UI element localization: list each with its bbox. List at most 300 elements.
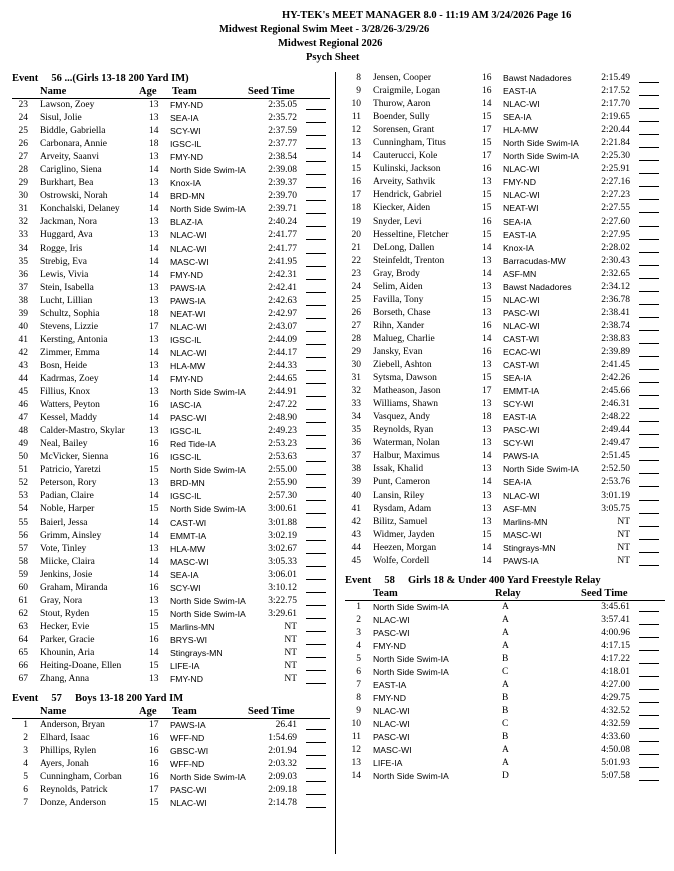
team-name: FMY-ND	[170, 674, 203, 685]
table-row	[345, 705, 665, 718]
finals-time-blank	[639, 513, 659, 514]
team-name: BRD-MN	[170, 478, 205, 489]
swimmer-name: Elhard, Isaac	[40, 733, 90, 744]
finals-time-blank	[639, 715, 659, 716]
swimmer-name: Schultz, Sophia	[40, 308, 100, 319]
finals-time-blank	[639, 173, 659, 174]
swimmer-name: Phillips, Rylen	[40, 746, 97, 757]
seed-time: 2:21.84	[601, 138, 630, 149]
finals-time-blank	[306, 200, 326, 201]
meet-name: Midwest Regional Swim Meet - 3/28/26-3/29/26	[219, 24, 430, 35]
finals-time-blank	[639, 663, 659, 664]
seed-time: 4:32.52	[601, 706, 630, 717]
seed-rank: 31	[18, 204, 28, 215]
swimmer-name: Hecker, Evie	[40, 621, 90, 632]
seed-time: 2:45.66	[601, 386, 630, 397]
table-row	[12, 308, 330, 321]
table-row	[345, 229, 665, 242]
seed-time: NT	[617, 529, 630, 540]
relay-team: North Side Swim-IA	[373, 771, 449, 782]
seed-rank: 5	[23, 772, 28, 783]
team-name: EAST-IA	[503, 229, 537, 240]
finals-time-blank	[639, 134, 659, 135]
finals-time-blank	[639, 147, 659, 148]
swimmer-age: 14	[149, 191, 159, 202]
team-name: Stingrays-MN	[503, 542, 556, 553]
event-58-table	[345, 601, 665, 784]
relay-letter: C	[502, 719, 509, 730]
swimmer-age: 13	[149, 152, 159, 163]
team-name: Bawst Nadadores	[503, 73, 572, 83]
table-row	[345, 216, 665, 229]
swimmer-name: Kessel, Maddy	[40, 413, 97, 424]
swimmer-name: Baierl, Jessa	[40, 517, 88, 528]
seed-time: 2:27.95	[601, 229, 630, 240]
relay-team: LIFE-IA	[373, 758, 403, 769]
swimmer-name: Rihn, Xander	[373, 320, 425, 331]
seed-rank: 53	[18, 491, 28, 502]
swimmer-age: 16	[149, 759, 159, 770]
relay-letter: A	[502, 680, 509, 691]
seed-time: 3:05.75	[601, 503, 630, 514]
relay-team: NLAC-WI	[373, 614, 410, 625]
seed-rank: 27	[351, 320, 361, 331]
finals-time-blank	[639, 343, 659, 344]
seed-rank: 67	[18, 674, 28, 685]
team-name: SEA-IA	[170, 113, 199, 124]
team-name: WFF-ND	[170, 759, 205, 770]
finals-time-blank	[639, 676, 659, 677]
finals-time-blank	[306, 500, 326, 501]
finals-time-blank	[639, 265, 659, 266]
table-row	[345, 242, 665, 255]
team-name: IGSC-IL	[170, 334, 202, 345]
swimmer-age: 18	[482, 412, 492, 423]
team-name: MASC-WI	[503, 529, 542, 540]
seed-time: 4:17.22	[601, 653, 630, 664]
team-name: NLAC-WI	[503, 490, 540, 501]
seed-time: 2:43.07	[268, 321, 297, 332]
table-row	[345, 346, 665, 359]
seed-rank: 34	[351, 412, 361, 423]
table-row	[12, 190, 330, 203]
finals-time-blank	[306, 422, 326, 423]
finals-time-blank	[306, 670, 326, 671]
column-divider	[335, 72, 336, 854]
seed-rank: 17	[351, 190, 361, 201]
swimmer-name: Arveity, Saanvi	[40, 152, 100, 163]
finals-time-blank	[639, 395, 659, 396]
team-name: Barracudas-MW	[503, 255, 566, 266]
team-name: CAST-WI	[170, 517, 207, 528]
team-name: North Side Swim-IA	[170, 387, 246, 398]
seed-time: 2:42.26	[601, 373, 630, 384]
swimmer-age: 15	[149, 504, 159, 515]
swimmer-name: Zimmer, Emma	[40, 347, 100, 358]
table-row	[345, 320, 665, 333]
team-name: NLAC-WI	[170, 347, 207, 358]
swimmer-name: Lansin, Riley	[373, 490, 425, 501]
seed-rank: 59	[18, 569, 28, 580]
swimmer-name: Fillius, Knox	[40, 387, 91, 398]
col-seed-header: Seed Time	[248, 86, 295, 97]
seed-time: 2:35.05	[268, 100, 297, 110]
seed-rank: 61	[18, 595, 28, 606]
seed-rank: 10	[351, 719, 361, 730]
table-row	[345, 490, 665, 503]
table-row	[345, 770, 665, 783]
seed-rank: 39	[18, 308, 28, 319]
seed-time: 2:27.16	[601, 177, 630, 188]
team-name: IASC-IA	[170, 400, 202, 411]
swimmer-name: Punt, Cameron	[373, 477, 430, 488]
seed-rank: 47	[18, 413, 28, 424]
seed-rank: 10	[351, 99, 361, 110]
swimmer-name: Thurow, Aaron	[373, 99, 431, 110]
table-row	[345, 98, 665, 111]
table-row	[345, 124, 665, 137]
team-name: NLAC-WI	[503, 320, 540, 331]
swimmer-age: 14	[149, 647, 159, 658]
table-row	[12, 438, 330, 451]
seed-rank: 12	[351, 125, 361, 136]
swimmer-name: Stevens, Lizzie	[40, 321, 99, 332]
seed-time: NT	[284, 634, 297, 645]
swimmer-age: 17	[149, 321, 159, 332]
table-row	[345, 555, 665, 568]
swimmer-age: 17	[482, 151, 492, 162]
seed-time: 2:09.03	[268, 772, 297, 783]
seed-rank: 32	[18, 217, 28, 228]
seed-rank: 3	[356, 627, 361, 638]
seed-rank: 44	[351, 542, 361, 553]
table-row	[12, 138, 330, 151]
seed-rank: 54	[18, 504, 28, 515]
seed-rank: 29	[351, 346, 361, 357]
table-row	[12, 490, 330, 503]
team-name: PASC-WI	[503, 307, 540, 318]
swimmer-age: 15	[482, 294, 492, 305]
finals-time-blank	[306, 122, 326, 123]
table-row	[12, 503, 330, 516]
seed-time: 5:07.58	[601, 771, 630, 782]
finals-time-blank	[306, 461, 326, 462]
seed-rank: 20	[351, 229, 361, 240]
seed-rank: 4	[356, 640, 361, 651]
table-row	[12, 464, 330, 477]
swimmer-name: Hesseltine, Fletcher	[373, 229, 449, 240]
swimmer-age: 13	[482, 425, 492, 436]
swimmer-age: 13	[149, 217, 159, 228]
seed-rank: 18	[351, 203, 361, 214]
seed-time: 2:57.30	[268, 491, 297, 502]
relay-letter: D	[502, 771, 509, 782]
swimmer-age: 18	[149, 308, 159, 319]
seed-time: 2:41.95	[268, 256, 297, 267]
team-name: North Side Swim-IA	[170, 204, 246, 215]
swimmer-name: Watters, Peyton	[40, 400, 100, 411]
swimmer-name: Rysdam, Adam	[373, 503, 432, 514]
seed-rank: 8	[356, 73, 361, 83]
team-name: Knox-IA	[503, 242, 534, 253]
table-row	[12, 177, 330, 190]
seed-time: 1:54.69	[268, 733, 297, 744]
team-name: EAST-IA	[503, 86, 537, 97]
seed-time: 2:48.22	[601, 412, 630, 423]
swimmer-name: McVicker, Sienna	[40, 452, 109, 463]
table-row	[345, 111, 665, 124]
seed-rank: 43	[351, 529, 361, 540]
col-name-header: Name	[40, 706, 67, 718]
team-name: WFF-ND	[170, 733, 205, 744]
swimmer-name: Noble, Harper	[40, 504, 95, 515]
table-row	[12, 660, 330, 673]
swimmer-name: Boender, Sully	[373, 112, 430, 123]
swimmer-age: 16	[482, 86, 492, 97]
team-name: North Side Swim-IA	[170, 504, 246, 515]
seed-rank: 1	[23, 720, 28, 731]
swimmer-age: 13	[149, 360, 159, 371]
table-row	[345, 189, 665, 202]
swimmer-name: Carbonara, Annie	[40, 139, 108, 150]
finals-time-blank	[639, 121, 659, 122]
team-name: PAWS-IA	[503, 451, 539, 462]
swimmer-age: 14	[482, 268, 492, 279]
finals-time-blank	[306, 344, 326, 345]
swimmer-name: Miicke, Claira	[40, 556, 95, 567]
seed-rank: 40	[351, 490, 361, 501]
seed-rank: 44	[18, 373, 28, 384]
seed-rank: 37	[18, 282, 28, 293]
swimmer-age: 14	[482, 242, 492, 253]
finals-time-blank	[639, 408, 659, 409]
swimmer-name: Rogge, Iris	[40, 243, 83, 254]
table-row	[345, 268, 665, 281]
seed-time: 4:18.01	[601, 667, 630, 678]
finals-time-blank	[306, 239, 326, 240]
swimmer-name: Wolfe, Cordell	[373, 555, 430, 566]
table-row	[12, 399, 330, 412]
finals-time-blank	[306, 729, 326, 730]
team-name: North Side Swim-IA	[170, 608, 246, 619]
finals-time-blank	[639, 460, 659, 461]
team-name: SCY-WI	[503, 438, 534, 449]
seed-time: 2:42.97	[268, 308, 297, 319]
team-name: Red Tide-IA	[170, 439, 216, 450]
finals-time-blank	[306, 592, 326, 593]
team-name: North Side Swim-IA	[170, 595, 246, 606]
swimmer-name: Graham, Miranda	[40, 582, 108, 593]
swimmer-age: 14	[149, 256, 159, 267]
table-row	[12, 425, 330, 438]
table-row	[345, 398, 665, 411]
team-name: CAST-WI	[503, 360, 540, 371]
table-row	[345, 450, 665, 463]
swimmer-age: 16	[482, 164, 492, 175]
swimmer-age: 16	[149, 452, 159, 463]
seed-rank: 45	[351, 555, 361, 566]
finals-time-blank	[306, 781, 326, 782]
finals-time-blank	[306, 266, 326, 267]
seed-rank: 31	[351, 373, 361, 384]
seed-rank: 2	[23, 733, 28, 744]
finals-time-blank	[306, 566, 326, 567]
swimmer-name: Vasquez, Andy	[373, 412, 430, 423]
seed-rank: 23	[351, 268, 361, 279]
swimmer-name: Jensen, Cooper	[373, 73, 432, 83]
seed-time: 2:48.90	[268, 413, 297, 424]
seed-rank: 13	[351, 758, 361, 769]
swimmer-age: 14	[149, 347, 159, 358]
seed-time: 2:09.18	[268, 785, 297, 796]
col-team-header: Team	[172, 706, 197, 718]
swimmer-age: 17	[149, 785, 159, 796]
finals-time-blank	[639, 212, 659, 213]
seed-rank: 12	[351, 745, 361, 756]
table-row	[12, 373, 330, 386]
team-name: IGSC-IL	[170, 452, 202, 463]
seed-time: 2:25.30	[601, 151, 630, 162]
team-name: IGSC-IL	[170, 426, 202, 437]
team-name: HLA-MW	[503, 125, 539, 136]
seed-rank: 4	[23, 759, 28, 770]
seed-time: 3:01.88	[268, 517, 297, 528]
swimmer-name: Kersting, Antonia	[40, 334, 108, 345]
swimmer-name: Kulinski, Jackson	[373, 164, 441, 175]
seed-rank: 52	[18, 478, 28, 489]
finals-time-blank	[306, 253, 326, 254]
table-row	[12, 556, 330, 569]
swimmer-age: 13	[149, 387, 159, 398]
finals-time-blank	[639, 199, 659, 200]
finals-time-blank	[306, 742, 326, 743]
seed-time: 2:32.65	[601, 268, 630, 279]
finals-time-blank	[306, 292, 326, 293]
seed-time: 2:01.94	[268, 746, 297, 757]
table-row	[345, 529, 665, 542]
finals-time-blank	[306, 279, 326, 280]
table-row	[345, 666, 665, 679]
finals-time-blank	[639, 526, 659, 527]
seed-time: 2:38.83	[601, 333, 630, 344]
seed-time: 3:06.01	[268, 569, 297, 580]
team-name: FMY-ND	[170, 269, 203, 280]
table-row	[345, 463, 665, 476]
table-row	[345, 294, 665, 307]
col-seed-header: Seed Time	[581, 587, 628, 599]
seed-rank: 41	[18, 334, 28, 345]
seed-rank: 58	[18, 556, 28, 567]
relay-team: North Side Swim-IA	[373, 667, 449, 678]
swimmer-name: Reynolds, Ryan	[373, 425, 434, 436]
col-age-header: Age	[139, 86, 157, 97]
swimmer-name: Cunningham, Titus	[373, 138, 446, 149]
seed-time: 2:55.00	[268, 465, 297, 476]
meet-subtitle: Midwest Regional 2026	[278, 38, 383, 49]
swimmer-age: 16	[149, 400, 159, 411]
col-age-header: Age	[139, 706, 157, 718]
finals-time-blank	[639, 624, 659, 625]
relay-team: PASC-WI	[373, 732, 410, 743]
seed-rank: 7	[23, 798, 28, 809]
team-name: IGSC-IL	[170, 139, 202, 150]
seed-time: 2:47.22	[268, 400, 297, 411]
relay-letter: B	[502, 693, 509, 704]
swimmer-name: Zhang, Anna	[40, 674, 90, 685]
seed-time: NT	[284, 621, 297, 632]
table-row	[12, 321, 330, 334]
finals-time-blank	[639, 486, 659, 487]
swimmer-age: 14	[149, 373, 159, 384]
seed-time: 2:28.02	[601, 242, 630, 253]
finals-time-blank	[639, 552, 659, 553]
relay-letter: A	[502, 601, 509, 612]
table-row	[12, 216, 330, 229]
relay-team: PASC-WI	[373, 627, 410, 638]
seed-time: 3:00.61	[268, 504, 297, 515]
finals-time-blank	[639, 95, 659, 96]
swimmer-age: 16	[149, 439, 159, 450]
seed-time: 26.41	[275, 720, 297, 731]
seed-rank: 21	[351, 242, 361, 253]
swimmer-name: Heiting-Doane, Ellen	[40, 661, 122, 672]
seed-rank: 2	[356, 614, 361, 625]
team-name: IGSC-IL	[170, 491, 202, 502]
team-name: North Side Swim-IA	[170, 772, 246, 783]
team-name: FMY-ND	[170, 152, 203, 163]
swimmer-name: Kiecker, Aiden	[373, 203, 431, 214]
table-row	[12, 797, 330, 810]
swimmer-name: Ostrowski, Norah	[40, 191, 108, 202]
swimmer-age: 14	[149, 569, 159, 580]
seed-rank: 48	[18, 426, 28, 437]
seed-rank: 32	[351, 386, 361, 397]
table-row	[12, 295, 330, 308]
seed-time: 4:27.00	[601, 680, 630, 691]
swimmer-name: Heezen, Morgan	[373, 542, 437, 553]
swimmer-age: 15	[149, 798, 159, 809]
seed-time: 2:42.41	[268, 282, 297, 293]
left-column	[12, 72, 330, 810]
table-row	[345, 333, 665, 346]
swimmer-name: Calder-Mastro, Skylar	[40, 426, 125, 437]
finals-time-blank	[306, 318, 326, 319]
finals-time-blank	[639, 278, 659, 279]
seed-rank: 25	[18, 126, 28, 137]
table-row	[345, 627, 665, 640]
seed-rank: 9	[356, 86, 361, 97]
seed-time: 2:38.41	[601, 307, 630, 318]
swimmer-age: 14	[149, 413, 159, 424]
seed-time: 2:39.71	[268, 204, 297, 215]
seed-time: 2:15.49	[601, 73, 630, 83]
relay-team: North Side Swim-IA	[373, 653, 449, 664]
finals-time-blank	[306, 683, 326, 684]
team-name: MASC-WI	[170, 256, 209, 267]
seed-time: 2:34.12	[601, 281, 630, 292]
swimmer-name: Jackman, Nora	[40, 217, 97, 228]
col-seed-header: Seed Time	[248, 706, 295, 718]
finals-time-blank	[306, 187, 326, 188]
finals-time-blank	[306, 657, 326, 658]
swimmer-name: Sytsma, Dawson	[373, 373, 437, 384]
swimmer-age: 13	[149, 674, 159, 685]
swimmer-age: 16	[482, 216, 492, 227]
seed-rank: 65	[18, 647, 28, 658]
finals-time-blank	[639, 702, 659, 703]
finals-time-blank	[306, 631, 326, 632]
swimmer-age: 13	[149, 295, 159, 306]
